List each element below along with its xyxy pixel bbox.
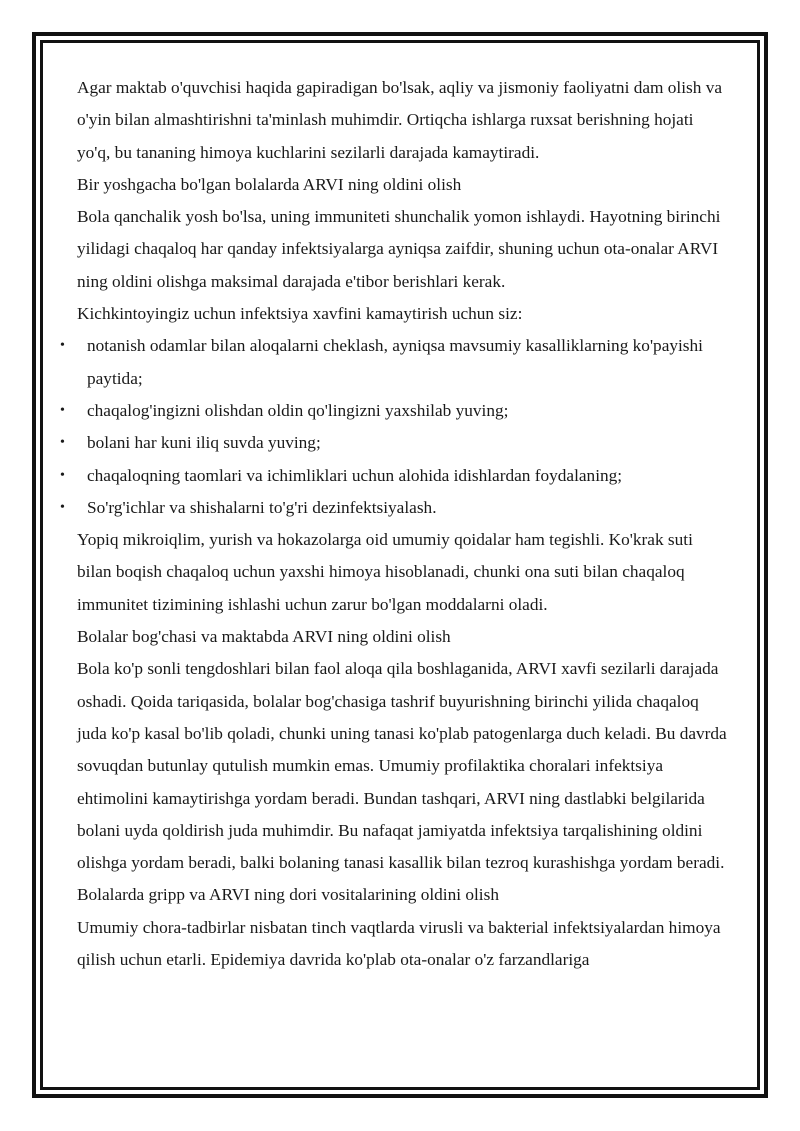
bullet-icon: • (60, 467, 65, 483)
list-item-text: chaqaloqning taomlari va ichimliklari uchun alohida idishlardan foydalaning; (87, 465, 623, 485)
list-item (60, 330, 727, 395)
list-item (60, 492, 727, 524)
bullet-icon: • (60, 435, 65, 451)
bullet-icon: • (60, 338, 65, 354)
list-item-text: notanish odamlar bilan aloqalarni cheklash, ayniqsa mavsumiy kasalliklarning ko'payishi paytida; (87, 336, 703, 388)
heading-drug-prevention: Bolalarda gripp va ARVI ning dori vositalarining oldini olish (77, 885, 499, 905)
list-item-text: bolani har kuni iliq suvda yuving; (87, 433, 321, 453)
heading-kindergarten-prevention: Bolalar bog'chasi va maktabda ARVI ning oldini olish (77, 627, 451, 647)
list-item (60, 460, 727, 492)
list-item (60, 395, 727, 427)
prevention-list (60, 330, 727, 524)
paragraph-microclimate: Yopiq mikroiqlim, yurish va hokazolarga oid umumiy qoidalar ham tegishli. Ko'krak suti bilan boqish chaqaloq uchun yaxshi himoya hisoblanadi, chunki ona suti bilan chaqaloq immunitet tizimining ishlashi uchun zarur bo'lgan moddalarni oladi. (77, 530, 693, 614)
bullet-icon: • (60, 499, 65, 515)
list-item (60, 427, 727, 459)
paragraph-schoolchild-rest: Agar maktab o'quvchisi haqida gapiradigan bo'lsak, aqliy va jismoniy faoliyatni dam olish va o'yin bilan almashtirishni ta'minlash muhimdir. Ortiqcha ishlarga ruxsat berishning hojati yo'q, bu tananing himoya kuchlarini sezilarli darajada kamaytiradi. (77, 78, 723, 162)
list-item-text: chaqalog'ingizni olishdan oldin qo'lingizni yaxshilab yuving; (87, 400, 509, 420)
document-body (60, 72, 727, 976)
paragraph-general-measures: Umumiy chora-tadbirlar nisbatan tinch vaqtlarda virusli va bakterial infektsiyalardan himoya qilish uchun etarli. Epidemiya davrida ko'plab ota-onalar o'z farzandlariga (77, 917, 721, 970)
list-item-text: So'rg'ichlar va shishalarni to'g'ri dezinfektsiyalash. (87, 497, 437, 517)
heading-infant-prevention: Bir yoshgacha bo'lgan bolalarda ARVI ning oldini olish (77, 174, 462, 194)
paragraph-infant-immunity: Bola qanchalik yosh bo'lsa, uning immuniteti shunchalik yomon ishlaydi. Hayotning birinchi yilidagi chaqaloq har qanday infektsiyalarga ayniqsa zaifdir, shuning uchun ota-onalar ARVI ning oldini olishga maksimal darajada e'tibor berishlari kerak. (77, 207, 721, 291)
bullet-icon: • (60, 402, 65, 418)
paragraph-kindergarten-risk: Bola ko'p sonli tengdoshlari bilan faol aloqa qila boshlaganida, ARVI xavfi sezilarli darajada oshadi. Qoida tariqasida, bolalar bog'chasiga tashrif buyurishning birinchi yilida chaqaloq juda ko'p kasal bo'lib qoladi, chunki uning tanasi ko'plab patogenlarga duch keladi. Bu davrda sovuqdan butunlay qutulish mumkin emas. Umumiy profilaktika choralari infektsiya ehtimolini kamaytirishga yordam beradi. Bundan tashqari, ARVI ning dastlabki belgilarida bolani uyda qoldirish juda muhimdir. Bu nafaqat jamiyatda infektsiya tarqalishining oldini olishga yordam beradi, balki bolaning tanasi kasallik bilan tezroq kurashishga yordam beradi. (77, 659, 727, 873)
paragraph-list-intro: Kichkintoyingiz uchun infektsiya xavfini kamaytirish uchun siz: (77, 304, 523, 324)
